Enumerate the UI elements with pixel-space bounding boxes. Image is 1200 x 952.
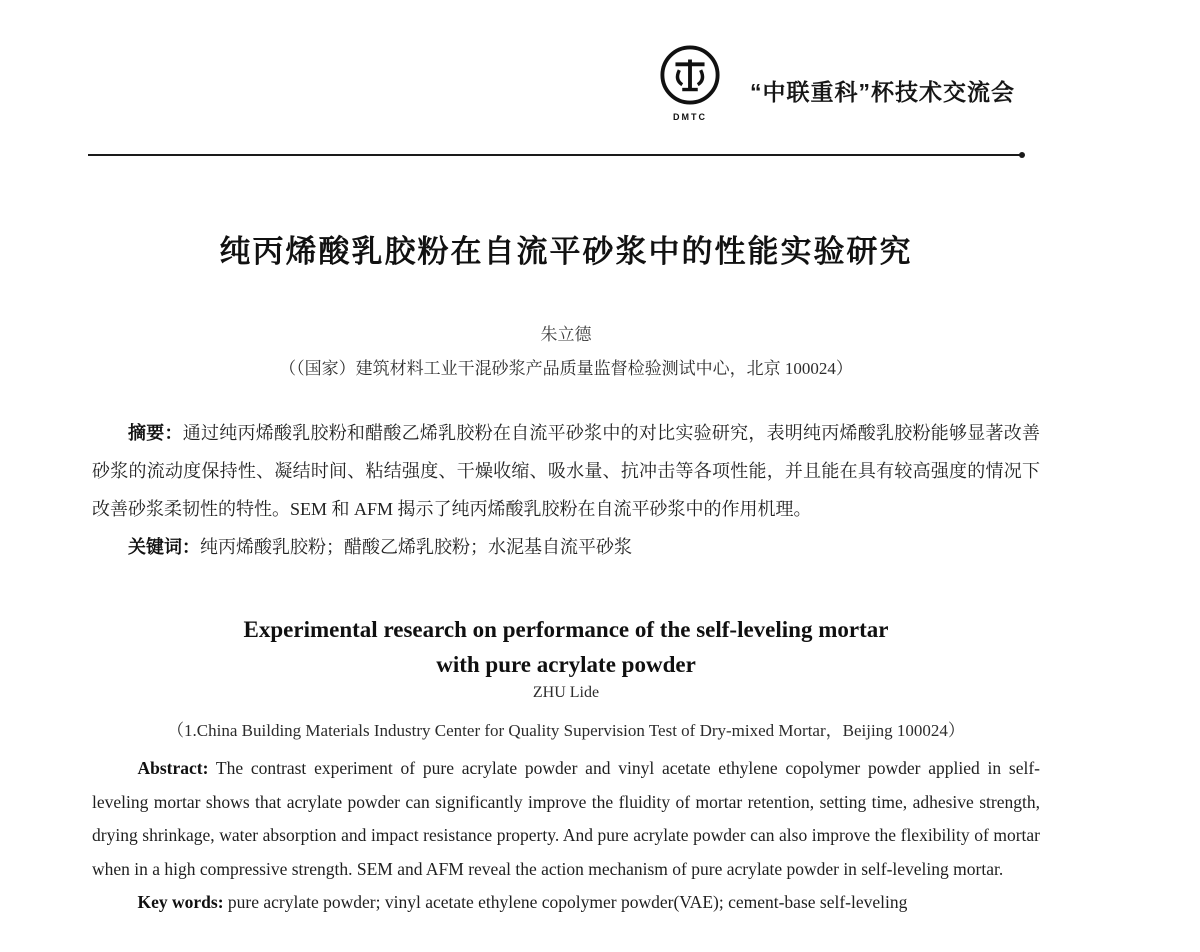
title-en-line2: with pure acrylate powder — [436, 652, 696, 677]
keywords-zh — [92, 528, 1040, 566]
affiliation-en: （1.China Building Materials Industry Center for Quality Supervision Test of Dry-mixed Mortar，Beijing 100024） — [167, 721, 965, 740]
paper-title-en — [92, 612, 1040, 682]
logo-caption: DMTC — [673, 112, 707, 122]
abstract-label-en: Abstract: — [137, 758, 209, 778]
keywords-en — [92, 886, 1040, 920]
keywords-label-en: Key words: — [137, 892, 224, 912]
page-header — [656, 44, 1015, 122]
abstract-label-zh: 摘要： — [128, 423, 183, 443]
event-title: “中联重科”杯技术交流会 — [750, 79, 1015, 105]
keywords-text-en: pure acrylate powder; vinyl acetate ethylene copolymer powder(VAE); cement-base self-leveling — [223, 892, 908, 912]
abstract-zh — [92, 414, 1040, 528]
keywords-label-zh: 关键词： — [128, 537, 200, 557]
rule-end-dot — [1019, 152, 1025, 158]
abstract-en — [92, 752, 1040, 886]
abstract-section-zh — [92, 414, 1040, 566]
dmtc-logo-icon — [659, 44, 721, 111]
dmtc-logo-block — [656, 44, 724, 122]
author-zh: 朱立德 — [540, 325, 592, 344]
keywords-text-zh: 纯丙烯酸乳胶粉；醋酸乙烯乳胶粉；水泥基自流平砂浆 — [200, 537, 632, 557]
paper-title-zh: 纯丙烯酸乳胶粉在自流平砂浆中的性能实验研究 — [219, 234, 913, 269]
abstract-section-en — [92, 752, 1040, 920]
header-divider-rule — [88, 154, 1022, 156]
title-en-line1: Experimental research on performance of the self-leveling mortar — [243, 617, 889, 642]
author-en: ZHU Lide — [532, 684, 600, 701]
abstract-text-en: The contrast experiment of pure acrylate powder and vinyl acetate ethylene copolymer powder applied in self-leveling mortar shows that acrylate powder can significantly improve the fluidity of mortar retention, setting time, adhesive strength, drying shrinkage, water absorption and impact resistance property. And pure acrylate powder can also improve the flexibility of mortar when in a high compressive strength. SEM and AFM reveal the action mechanism of pure acrylate powder in self-leveling mortar. — [92, 758, 1040, 879]
affiliation-zh: （（国家）建筑材料工业干混砂浆产品质量监督检验测试中心，北京 100024） — [279, 359, 853, 378]
abstract-text-zh: 通过纯丙烯酸乳胶粉和醋酸乙烯乳胶粉在自流平砂浆中的对比实验研究，表明纯丙烯酸乳胶粉能够显著改善砂浆的流动度保持性、凝结时间、粘结强度、干燥收缩、吸水量、抗冲击等各项性能，并且能在具有较高强度的情况下改善砂浆柔韧性的特性。SEM 和 AFM 揭示了纯丙烯酸乳胶粉在自流平砂浆中的作用机理。 — [92, 423, 1040, 519]
